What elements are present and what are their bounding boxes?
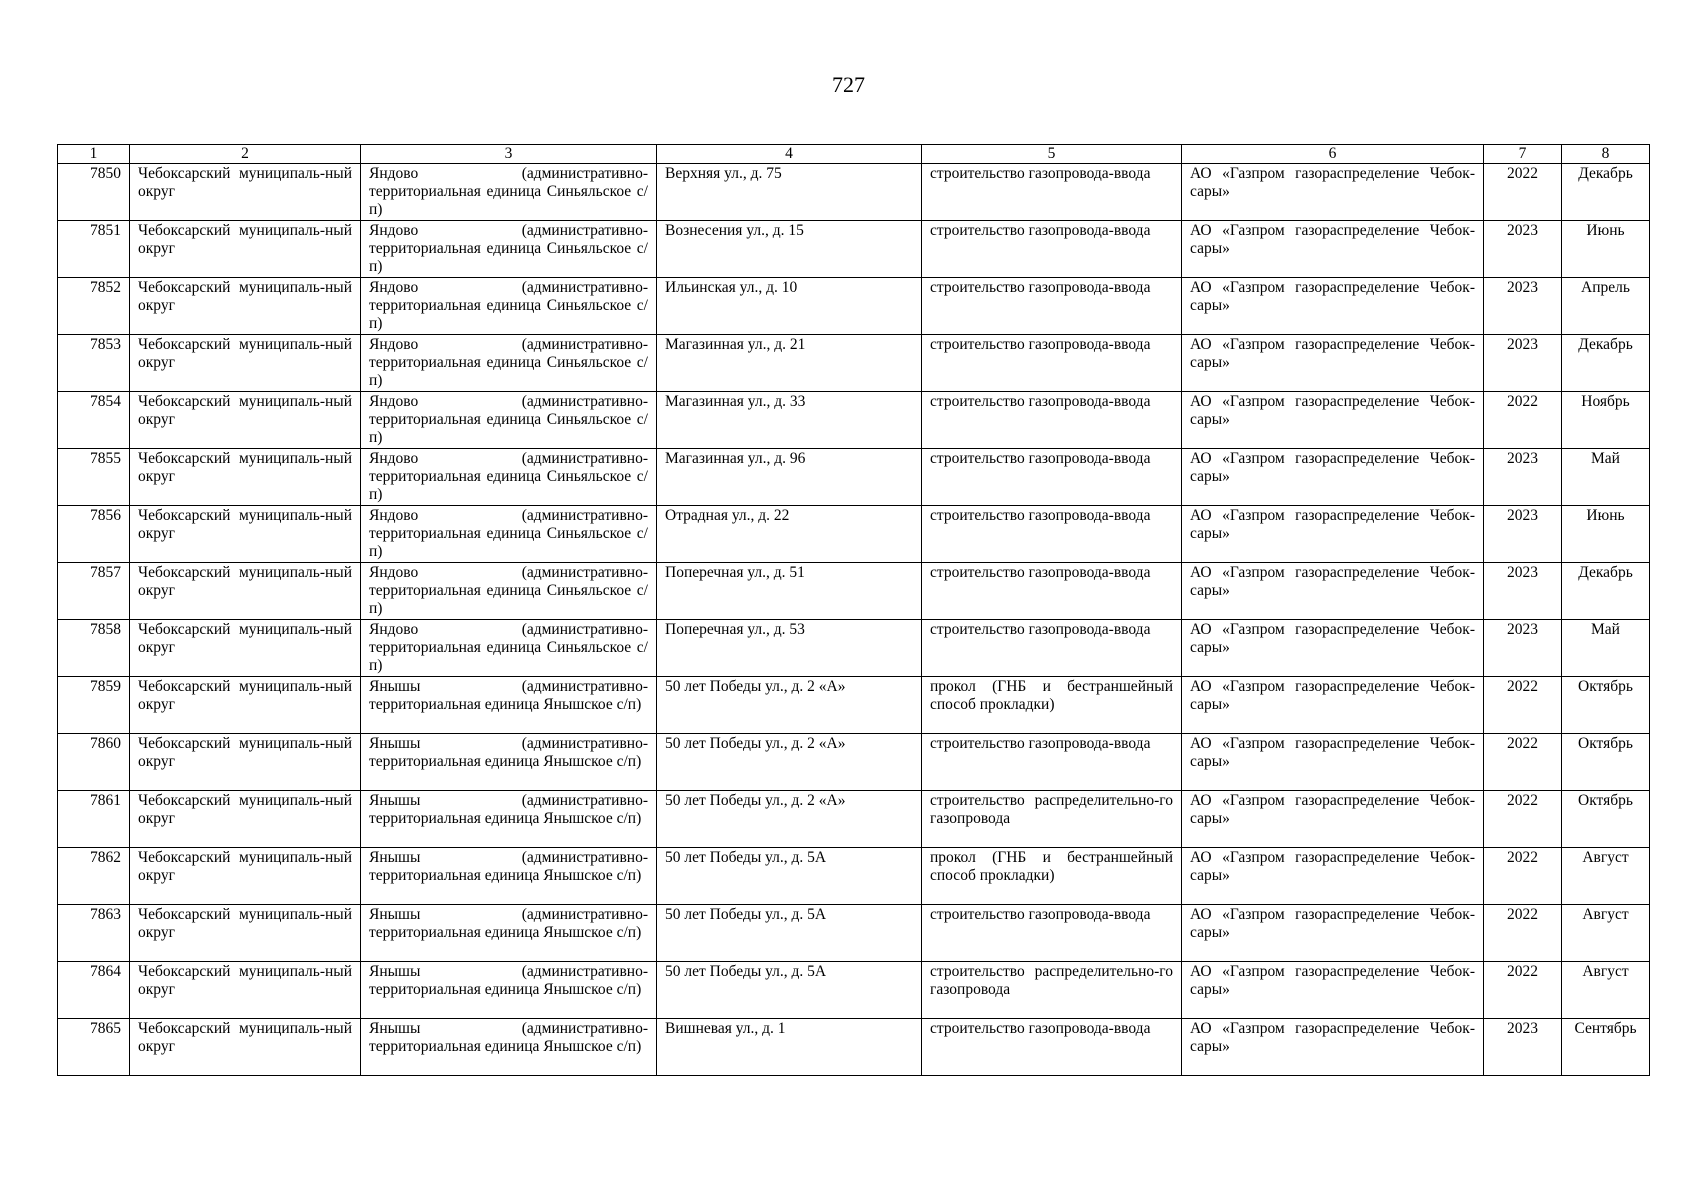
cell-month: Май [1562, 620, 1650, 677]
cell-organization: АО «Газпром газораспределение Чебок-сары» [1182, 506, 1484, 563]
cell-month: Декабрь [1562, 335, 1650, 392]
header-col-1: 1 [58, 145, 130, 164]
cell-month: Декабрь [1562, 563, 1650, 620]
header-col-6: 6 [1182, 145, 1484, 164]
table-row [58, 392, 1650, 449]
cell-address: 50 лет Победы ул., д. 5А [657, 962, 922, 1019]
cell-district: Чебоксарский муниципаль-ный округ [130, 563, 361, 620]
cell-year: 2023 [1484, 620, 1562, 677]
cell-district: Чебоксарский муниципаль-ный округ [130, 221, 361, 278]
cell-work-type: строительство газопровода-ввода [922, 392, 1182, 449]
cell-work-type: строительство газопровода-ввода [922, 335, 1182, 392]
cell-district: Чебоксарский муниципаль-ный округ [130, 164, 361, 221]
table-row [58, 563, 1650, 620]
cell-address: Ильинская ул., д. 10 [657, 278, 922, 335]
cell-address: Отрадная ул., д. 22 [657, 506, 922, 563]
cell-district: Чебоксарский муниципаль-ный округ [130, 278, 361, 335]
cell-year: 2023 [1484, 449, 1562, 506]
cell-year: 2022 [1484, 164, 1562, 221]
cell-address: 50 лет Победы ул., д. 2 «А» [657, 734, 922, 791]
cell-month: Октябрь [1562, 791, 1650, 848]
table-row [58, 677, 1650, 734]
cell-month: Апрель [1562, 278, 1650, 335]
cell-organization: АО «Газпром газораспределение Чебок-сары» [1182, 1019, 1484, 1076]
cell-year: 2022 [1484, 848, 1562, 905]
cell-address: Магазинная ул., д. 21 [657, 335, 922, 392]
cell-year: 2023 [1484, 506, 1562, 563]
cell-district: Чебоксарский муниципаль-ный округ [130, 335, 361, 392]
cell-settlement: Янышы (административно-территориальная единица Янышское с/п) [361, 791, 657, 848]
cell-number: 7864 [58, 962, 130, 1019]
cell-number: 7859 [58, 677, 130, 734]
cell-settlement: Янышы (административно-территориальная единица Янышское с/п) [361, 1019, 657, 1076]
header-row [58, 145, 1650, 164]
header-col-2: 2 [130, 145, 361, 164]
cell-settlement: Янышы (административно-территориальная единица Янышское с/п) [361, 962, 657, 1019]
cell-work-type: строительство распределительно-го газопровода [922, 962, 1182, 1019]
table-row [58, 905, 1650, 962]
cell-year: 2022 [1484, 791, 1562, 848]
cell-settlement: Янышы (административно-территориальная единица Янышское с/п) [361, 734, 657, 791]
cell-settlement: Яндово (административно-территориальная единица Синьяльское с/п) [361, 335, 657, 392]
cell-address: Вишневая ул., д. 1 [657, 1019, 922, 1076]
cell-district: Чебоксарский муниципаль-ный округ [130, 962, 361, 1019]
cell-settlement: Яндово (административно-территориальная единица Синьяльское с/п) [361, 392, 657, 449]
cell-work-type: строительство газопровода-ввода [922, 164, 1182, 221]
cell-district: Чебоксарский муниципаль-ный округ [130, 620, 361, 677]
table-row [58, 734, 1650, 791]
cell-number: 7850 [58, 164, 130, 221]
table-row [58, 791, 1650, 848]
cell-year: 2022 [1484, 677, 1562, 734]
cell-year: 2022 [1484, 962, 1562, 1019]
cell-address: 50 лет Победы ул., д. 2 «А» [657, 677, 922, 734]
cell-district: Чебоксарский муниципаль-ный округ [130, 449, 361, 506]
cell-work-type: строительство газопровода-ввода [922, 449, 1182, 506]
cell-work-type: строительство распределительно-го газопровода [922, 791, 1182, 848]
cell-organization: АО «Газпром газораспределение Чебок-сары» [1182, 164, 1484, 221]
cell-organization: АО «Газпром газораспределение Чебок-сары» [1182, 563, 1484, 620]
cell-month: Июнь [1562, 506, 1650, 563]
cell-number: 7863 [58, 905, 130, 962]
cell-work-type: строительство газопровода-ввода [922, 734, 1182, 791]
cell-settlement: Яндово (административно-территориальная единица Синьяльское с/п) [361, 506, 657, 563]
table-row [58, 335, 1650, 392]
cell-number: 7854 [58, 392, 130, 449]
table-row [58, 449, 1650, 506]
header-col-7: 7 [1484, 145, 1562, 164]
cell-organization: АО «Газпром газораспределение Чебок-сары» [1182, 848, 1484, 905]
cell-organization: АО «Газпром газораспределение Чебок-сары» [1182, 962, 1484, 1019]
cell-address: Магазинная ул., д. 96 [657, 449, 922, 506]
cell-settlement: Янышы (административно-территориальная единица Янышское с/п) [361, 848, 657, 905]
cell-number: 7860 [58, 734, 130, 791]
cell-month: Август [1562, 962, 1650, 1019]
cell-month: Август [1562, 905, 1650, 962]
cell-organization: АО «Газпром газораспределение Чебок-сары» [1182, 905, 1484, 962]
cell-address: Вознесения ул., д. 15 [657, 221, 922, 278]
cell-number: 7865 [58, 1019, 130, 1076]
cell-month: Ноябрь [1562, 392, 1650, 449]
cell-month: Май [1562, 449, 1650, 506]
cell-number: 7856 [58, 506, 130, 563]
cell-settlement: Яндово (административно-территориальная единица Синьяльское с/п) [361, 620, 657, 677]
cell-number: 7858 [58, 620, 130, 677]
cell-address: Верхняя ул., д. 75 [657, 164, 922, 221]
cell-organization: АО «Газпром газораспределение Чебок-сары» [1182, 335, 1484, 392]
table-row [58, 962, 1650, 1019]
cell-address: 50 лет Победы ул., д. 2 «А» [657, 791, 922, 848]
cell-settlement: Яндово (административно-территориальная единица Синьяльское с/п) [361, 221, 657, 278]
header-col-3: 3 [361, 145, 657, 164]
cell-number: 7851 [58, 221, 130, 278]
cell-address: 50 лет Победы ул., д. 5А [657, 848, 922, 905]
cell-number: 7855 [58, 449, 130, 506]
cell-year: 2023 [1484, 335, 1562, 392]
cell-organization: АО «Газпром газораспределение Чебок-сары» [1182, 449, 1484, 506]
cell-settlement: Яндово (административно-территориальная единица Синьяльское с/п) [361, 449, 657, 506]
cell-settlement: Янышы (административно-территориальная единица Янышское с/п) [361, 905, 657, 962]
cell-address: 50 лет Победы ул., д. 5А [657, 905, 922, 962]
registry-table [57, 144, 1650, 1076]
cell-month: Октябрь [1562, 734, 1650, 791]
cell-organization: АО «Газпром газораспределение Чебок-сары» [1182, 278, 1484, 335]
cell-organization: АО «Газпром газораспределение Чебок-сары» [1182, 734, 1484, 791]
table-row [58, 1019, 1650, 1076]
cell-year: 2022 [1484, 905, 1562, 962]
cell-organization: АО «Газпром газораспределение Чебок-сары» [1182, 221, 1484, 278]
cell-work-type: строительство газопровода-ввода [922, 278, 1182, 335]
cell-district: Чебоксарский муниципаль-ный округ [130, 392, 361, 449]
cell-number: 7861 [58, 791, 130, 848]
cell-work-type: строительство газопровода-ввода [922, 905, 1182, 962]
table-row [58, 506, 1650, 563]
cell-year: 2023 [1484, 278, 1562, 335]
cell-district: Чебоксарский муниципаль-ный округ [130, 506, 361, 563]
cell-district: Чебоксарский муниципаль-ный округ [130, 677, 361, 734]
cell-organization: АО «Газпром газораспределение Чебок-сары» [1182, 677, 1484, 734]
header-col-8: 8 [1562, 145, 1650, 164]
cell-number: 7852 [58, 278, 130, 335]
cell-work-type: строительство газопровода-ввода [922, 1019, 1182, 1076]
cell-work-type: прокол (ГНБ и бестраншейный способ прокладки) [922, 848, 1182, 905]
cell-number: 7853 [58, 335, 130, 392]
cell-month: Декабрь [1562, 164, 1650, 221]
cell-work-type: прокол (ГНБ и бестраншейный способ прокладки) [922, 677, 1182, 734]
cell-year: 2022 [1484, 392, 1562, 449]
page-number: 727 [832, 72, 865, 97]
cell-settlement: Яндово (административно-территориальная единица Синьяльское с/п) [361, 278, 657, 335]
table-row [58, 164, 1650, 221]
table-row [58, 278, 1650, 335]
cell-year: 2023 [1484, 1019, 1562, 1076]
header-col-5: 5 [922, 145, 1182, 164]
cell-month: Август [1562, 848, 1650, 905]
table-row [58, 848, 1650, 905]
cell-address: Магазинная ул., д. 33 [657, 392, 922, 449]
cell-district: Чебоксарский муниципаль-ный округ [130, 1019, 361, 1076]
cell-year: 2023 [1484, 563, 1562, 620]
cell-work-type: строительство газопровода-ввода [922, 563, 1182, 620]
cell-district: Чебоксарский муниципаль-ный округ [130, 734, 361, 791]
header-col-4: 4 [657, 145, 922, 164]
cell-year: 2022 [1484, 734, 1562, 791]
cell-work-type: строительство газопровода-ввода [922, 506, 1182, 563]
cell-month: Сентябрь [1562, 1019, 1650, 1076]
cell-organization: АО «Газпром газораспределение Чебок-сары» [1182, 620, 1484, 677]
cell-month: Октябрь [1562, 677, 1650, 734]
cell-district: Чебоксарский муниципаль-ный округ [130, 791, 361, 848]
cell-settlement: Яндово (административно-территориальная единица Синьяльское с/п) [361, 164, 657, 221]
cell-address: Поперечная ул., д. 51 [657, 563, 922, 620]
cell-number: 7862 [58, 848, 130, 905]
cell-month: Июнь [1562, 221, 1650, 278]
cell-district: Чебоксарский муниципаль-ный округ [130, 905, 361, 962]
cell-address: Поперечная ул., д. 53 [657, 620, 922, 677]
cell-settlement: Яндово (административно-территориальная единица Синьяльское с/п) [361, 563, 657, 620]
cell-organization: АО «Газпром газораспределение Чебок-сары» [1182, 392, 1484, 449]
cell-year: 2023 [1484, 221, 1562, 278]
cell-settlement: Янышы (административно-территориальная единица Янышское с/п) [361, 677, 657, 734]
cell-district: Чебоксарский муниципаль-ный округ [130, 848, 361, 905]
cell-number: 7857 [58, 563, 130, 620]
table-body [58, 164, 1650, 1076]
cell-work-type: строительство газопровода-ввода [922, 221, 1182, 278]
cell-work-type: строительство газопровода-ввода [922, 620, 1182, 677]
cell-organization: АО «Газпром газораспределение Чебок-сары» [1182, 791, 1484, 848]
table-row [58, 620, 1650, 677]
table-row [58, 221, 1650, 278]
